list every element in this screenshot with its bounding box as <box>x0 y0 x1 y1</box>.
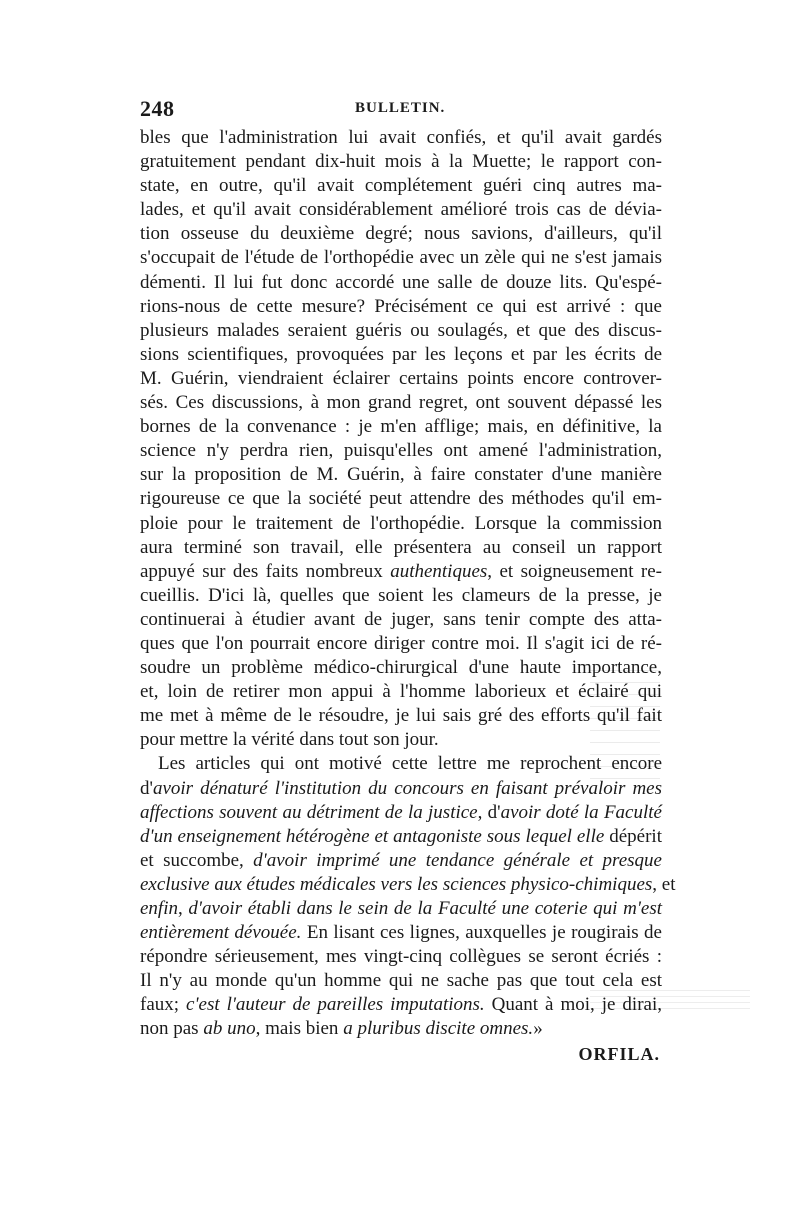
text-line: lades, et qu'il avait considérablement amélioré trois cas de dévia- <box>140 199 662 221</box>
text-line: soudre un problème médico-chirurgical d'une haute importance, <box>140 657 662 679</box>
text-line: pour mettre la vérité dans tout son jour. <box>140 729 439 751</box>
show-through-artifact <box>590 990 750 1010</box>
text-line: et succombe, d'avoir imprimé une tendance générale et presque <box>140 849 662 871</box>
body-text <box>140 126 676 1066</box>
text-line: tion osseuse du deuxième degré; nous savions, d'ailleurs, qu'il <box>140 223 662 245</box>
text-line: Il n'y au monde qu'un homme qui ne sache pas que tout cela est <box>140 970 662 992</box>
text-line: d'avoir dénaturé l'institution du concours en faisant prévaloir mes <box>140 777 662 799</box>
text-line: démenti. Il lui fut donc accordé une salle de douze lits. Qu'espé- <box>140 271 662 293</box>
text-line: non pas ab uno, mais bien a pluribus discite omnes.» <box>140 1018 543 1040</box>
signature: ORFILA. <box>578 1043 660 1064</box>
text-line-paragraph-start: Les articles qui ont motivé cette lettre me reprochent encore <box>158 753 662 775</box>
text-line: gratuitement pendant dix-huit mois à la Muette; le rapport con- <box>140 151 662 173</box>
text-line: science n'y perdra rien, puisqu'elles ont amené l'administration, <box>140 440 662 462</box>
text-line: et, loin de retirer mon appui à l'homme laborieux et éclairé qui <box>140 681 662 703</box>
text-line: répondre sérieusement, mes vingt-cinq collègues se seront écriés : <box>140 946 662 968</box>
text-line: faux; c'est l'auteur de pareilles imputations. Quant à moi, je dirai, <box>140 994 662 1016</box>
text-line: plusieurs malades seraient guéris ou soulagés, et que des discus- <box>140 319 662 341</box>
text-line: exclusive aux études médicales vers les sciences physico-chimiques, et <box>140 873 676 895</box>
text-line: ploie pour le traitement de l'orthopédie. Lorsque la commission <box>140 512 662 534</box>
text-line: continuerai à étudier avant de juger, sans tenir compte des atta- <box>140 608 662 630</box>
text-line: rions-nous de cette mesure? Précisément ce qui est arrivé : que <box>140 295 662 317</box>
text-line: M. Guérin, viendraient éclairer certains points encore controver- <box>140 367 662 389</box>
show-through-artifact <box>590 670 660 790</box>
text-line: bles que l'administration lui avait confiés, et qu'il avait gardés <box>140 127 662 148</box>
text-line: entièrement dévouée. En lisant ces lignes, auxquelles je rougirais de <box>140 922 662 944</box>
text-line: ques que l'on pourrait encore diriger contre moi. Il s'agit ici de ré- <box>140 632 662 654</box>
text-line: sés. Ces discussions, à mon grand regret, ont souvent dépassé les <box>140 392 662 414</box>
text-line: rigoureuse ce que la société peut attendre des méthodes qu'il em- <box>140 488 662 510</box>
text-line: enfin, d'avoir établi dans le sein de la Faculté une coterie qui m'est <box>140 898 663 919</box>
text-line: state, en outre, qu'il avait complétement guéri cinq autres ma- <box>140 175 662 197</box>
text-line: appuyé sur des faits nombreux authentiques, et soigneusement re- <box>140 560 662 582</box>
text-line: aura terminé son travail, elle présentera au conseil un rapport <box>140 536 662 558</box>
text-line: bornes de la convenance : je m'en afflige; mais, en définitive, la <box>140 416 662 438</box>
text-line: sur la proposition de M. Guérin, à faire constater d'une manière <box>140 464 662 486</box>
text-line: affections souvent au détriment de la justice, d'avoir doté la Faculté <box>140 801 662 823</box>
text-line: d'un enseignement hétérogène et antagoniste sous lequel elle dépérit <box>140 825 662 847</box>
text-line: me met à même de le résoudre, je lui sais gré des efforts qu'il fait <box>140 705 662 727</box>
text-line: s'occupait de l'étude de l'orthopédie avec un zèle qui ne s'est jamais <box>140 247 662 269</box>
page-number: 248 <box>140 96 175 121</box>
running-head <box>140 96 662 122</box>
running-title: BULLETIN. <box>355 100 446 116</box>
text-line: cueillis. D'ici là, quelles que soient les clameurs de la presse, je <box>140 584 662 606</box>
text-line: sions scientifiques, provoquées par les leçons et par les écrits de <box>140 343 662 365</box>
